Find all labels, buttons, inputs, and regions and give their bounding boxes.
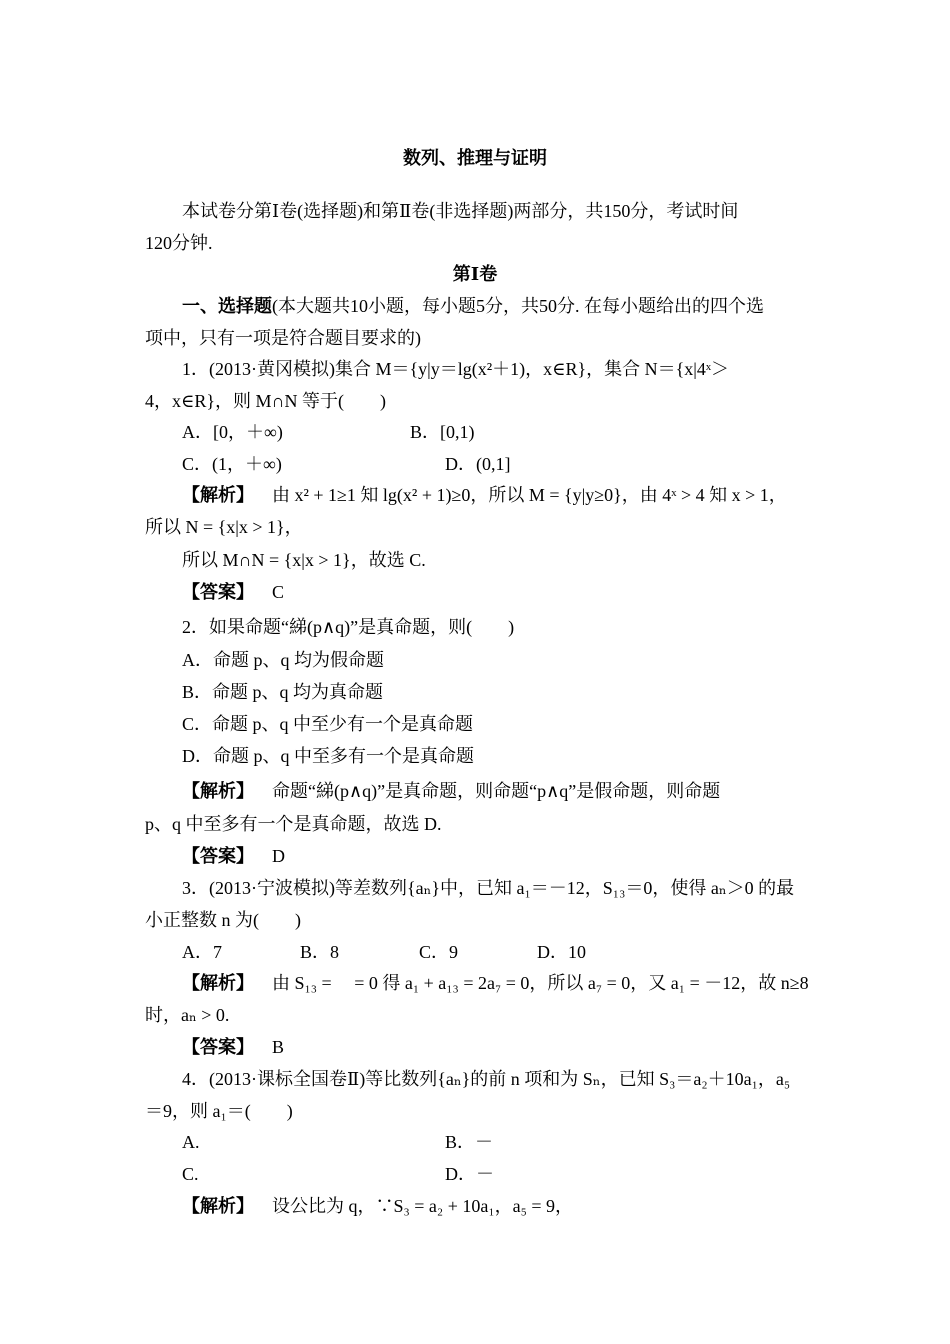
section-line-1 [182, 294, 805, 318]
answer-label: 【答案】 [182, 582, 254, 602]
q3-stem-line-1: 3．(2013·宁波模拟)等差数列{aₙ}中，已知 a₁＝－12，S₁₃＝0，使得 aₙ＞0 的最 [182, 878, 795, 898]
q4-option-d-text: D．－ [445, 1164, 494, 1184]
q2-option-d: D．命题 p、q 中至多有一个是真命题 [182, 746, 474, 766]
q3-options [182, 940, 805, 964]
q1-answer [182, 580, 805, 604]
q3-option-b-text: B．8 [300, 942, 340, 962]
q1-stem-line-1: 1．(2013·黄冈模拟)集合 M＝{y|y＝lg(x²＋1)，x∈R}，集合 N＝{x|4ˣ＞ [182, 359, 730, 379]
q1-analysis-line-3: 所以 M∩N = {x|x > 1}，故选 C. [182, 550, 426, 570]
q3-answer [182, 1035, 805, 1059]
analysis-text: 设公比为 q，∵S₃ = a₂ + 10a₁，a₅ = 9， [272, 1196, 574, 1216]
volume-heading: 第Ⅰ卷 [452, 264, 498, 284]
q2-option-c: C．命题 p、q 中至少有一个是真命题 [182, 714, 474, 734]
answer-label: 【答案】 [182, 846, 254, 866]
q3-analysis-line-1 [182, 971, 809, 995]
intro-line-2: 120分钟. [145, 233, 213, 253]
analysis-label: 【解析】 [182, 781, 254, 801]
answer-value: D [272, 846, 285, 866]
q2-stem-line-1: 2．如果命题“綈(p∧q)”是真命题，则( ) [182, 617, 515, 637]
q1-option-b-text: B．[0,1) [410, 422, 475, 442]
section-desc: (本大题共10小题，每小题5分，共50分. 在每小题给出的四个选 [272, 296, 764, 316]
answer-value: C [272, 582, 285, 602]
q1-option-c [182, 452, 805, 476]
analysis-label: 【解析】 [182, 973, 254, 993]
q1-analysis-line-1 [182, 483, 805, 507]
q4-option-c-text: C. [182, 1164, 199, 1184]
analysis-text: 由 S₁₃ = = 0 得 a₁ + a₁₃ = 2a₇ = 0，所以 a₇ = 0，又 a₁ = －12，故 n≥8 [272, 973, 809, 993]
q1-option-c-text: C．(1，＋∞) [182, 454, 282, 474]
q3-option-a-text: A．7 [182, 942, 222, 962]
q1-stem-line-2: 4，x∈R}，则 M∩N 等于( ) [145, 391, 386, 411]
answer-label: 【答案】 [182, 1037, 254, 1057]
section-line-2: 项中，只有一项是符合题目要求的) [145, 328, 421, 348]
q2-answer [182, 844, 805, 868]
q4-option-a [182, 1130, 805, 1154]
q2-option-b: B．命题 p、q 均为真命题 [182, 682, 384, 702]
q4-option-a-text: A. [182, 1132, 200, 1152]
analysis-text: 由 x² + 1≥1 知 lg(x² + 1)≥0，所以 M = {y|y≥0}，由 4ˣ > 4 知 x > 1， [272, 485, 787, 505]
document-title: 数列、推理与证明 [403, 148, 547, 168]
q3-option-d-text: D．10 [537, 942, 586, 962]
analysis-text: 命题“綈(p∧q)”是真命题，则命题“p∧q”是假命题，则命题 [272, 781, 721, 801]
q2-analysis-line-2: p、q 中至多有一个是真命题，故选 D. [145, 814, 442, 834]
analysis-label: 【解析】 [182, 1196, 254, 1216]
q4-analysis-line-1 [182, 1194, 805, 1218]
q3-analysis-line-2: 时，aₙ > 0. [145, 1005, 230, 1025]
answer-value: B [272, 1037, 285, 1057]
intro-line-1: 本试卷分第Ⅰ卷(选择题)和第Ⅱ卷(非选择题)两部分，共150分，考试时间 [182, 201, 739, 221]
q2-analysis-line-1 [182, 779, 805, 803]
q1-option-d-text: D．(0,1] [445, 454, 511, 474]
q2-option-a: A．命题 p、q 均为假命题 [182, 650, 384, 670]
q3-stem-line-2: 小正整数 n 为( ) [145, 910, 301, 930]
q3-option-c-text: C．9 [419, 942, 459, 962]
q4-stem-line-1: 4．(2013·课标全国卷Ⅱ)等比数列{aₙ}的前 n 项和为 Sₙ，已知 S₃＝a₂＋10a₁，a₅ [182, 1069, 791, 1089]
q1-option-a-text: A．[0，＋∞) [182, 422, 283, 442]
q4-stem-line-2: ＝9，则 a₁＝( ) [145, 1101, 293, 1121]
q1-analysis-line-2: 所以 N = {x|x > 1}， [145, 517, 303, 537]
q1-option-a [182, 420, 805, 444]
section-heading: 一、选择题 [182, 296, 272, 316]
q4-option-c [182, 1162, 805, 1186]
analysis-label: 【解析】 [182, 485, 254, 505]
q4-option-b-text: B．－ [445, 1132, 494, 1152]
